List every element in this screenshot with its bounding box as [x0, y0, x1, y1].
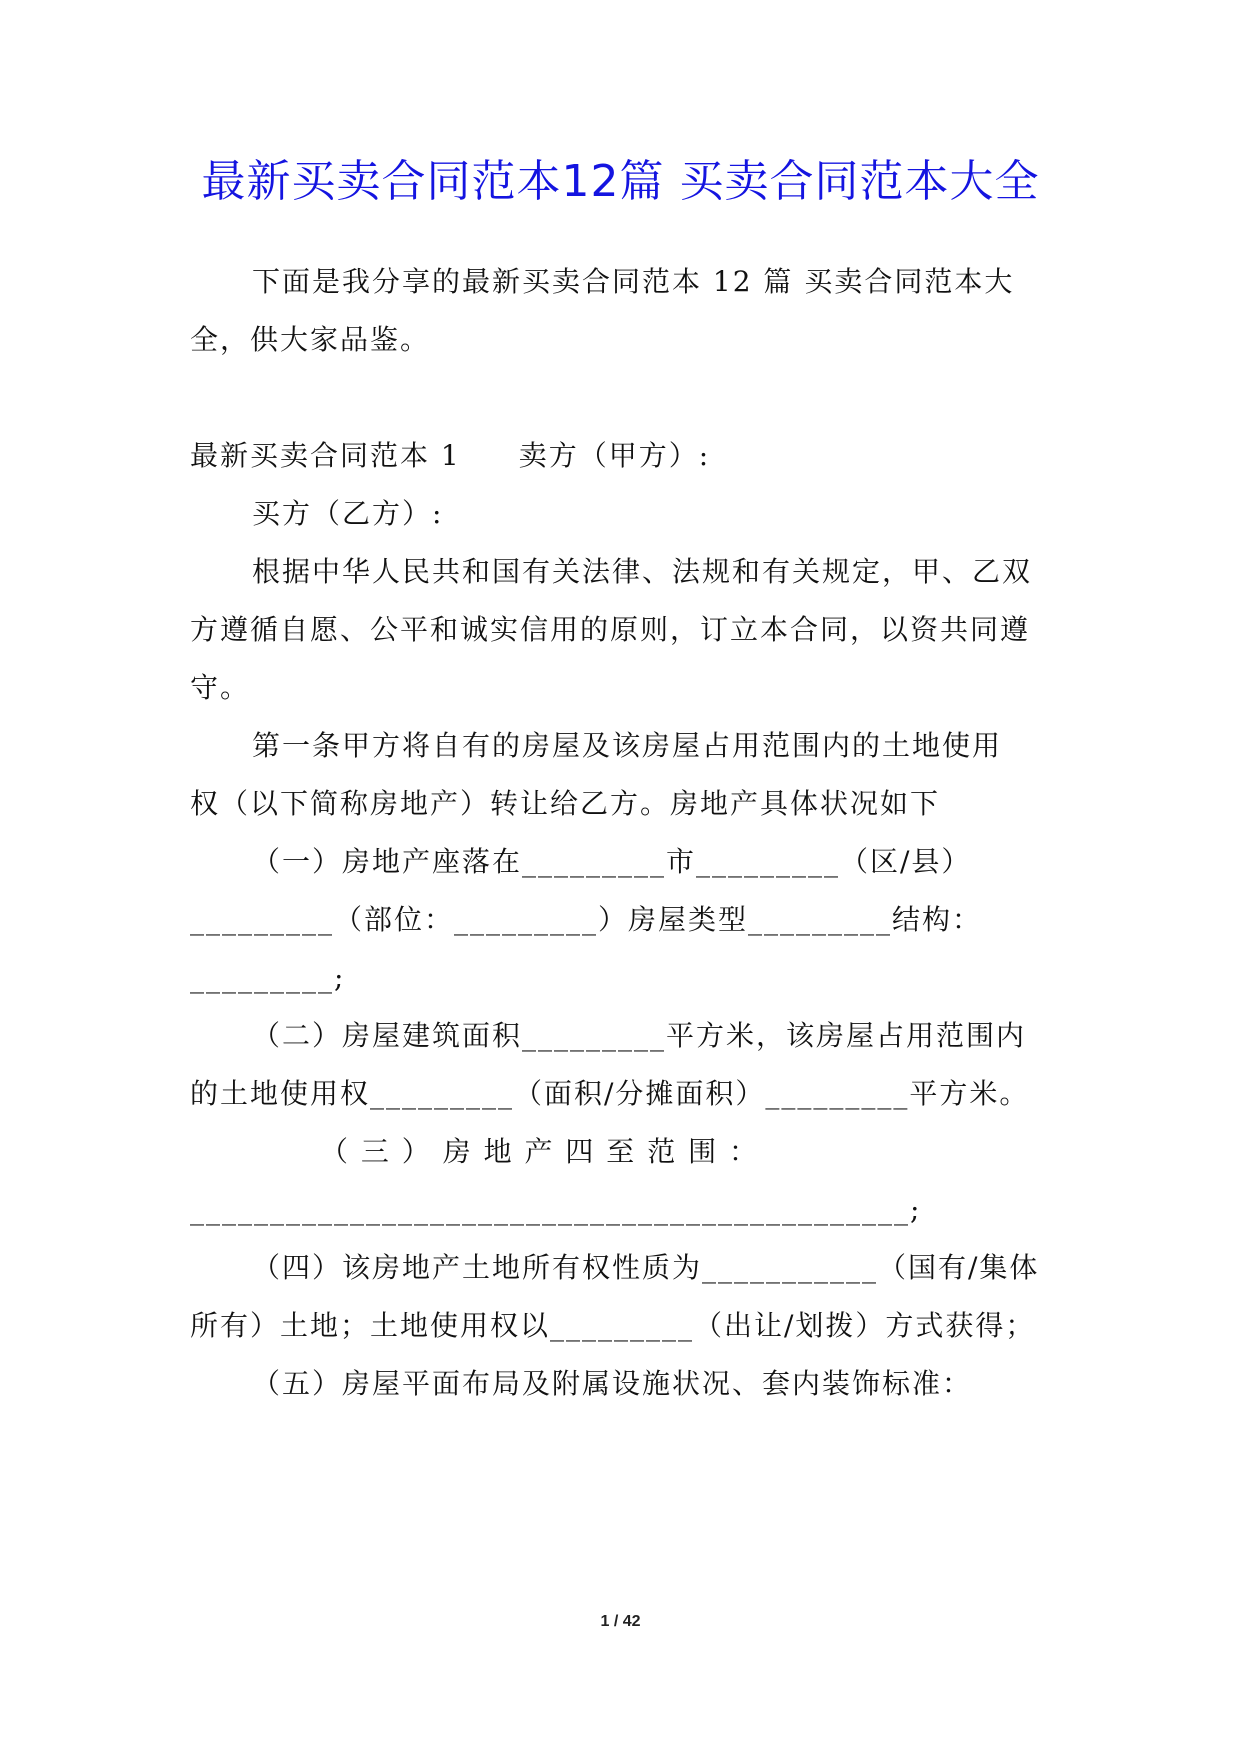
- buyer-label: 买方（乙方）:: [252, 497, 444, 530]
- section-heading-row: [190, 436, 1055, 476]
- seller-label: 卖方（甲方）:: [518, 439, 711, 472]
- item3-line-1: （ 三 ） 房 地 产 四 至 范 围 ：: [320, 1135, 760, 1168]
- item5-line-1: （五）房屋平面布局及附属设施状况、套内装饰标准：: [252, 1367, 973, 1400]
- item4-line-1: （四）该房地产土地所有权性质为___________（国有/集体: [252, 1251, 1040, 1284]
- item1-line-3: _________;: [190, 961, 346, 994]
- intro-line-2: 全，供大家品鉴。: [190, 323, 431, 356]
- item1-line-1: （一）房地产座落在_________市_________（区/县）: [252, 845, 972, 878]
- para1-line-3: 守。: [190, 671, 251, 704]
- para1-line-1: 根据中华人民共和国有关法律、法规和有关规定，甲、乙双: [252, 555, 1033, 588]
- para1-line-2: 方遵循自愿、公平和诚实信用的原则，订立本合同，以资共同遵: [190, 613, 1031, 646]
- section-heading: 最新买卖合同范本 1: [190, 439, 461, 472]
- item1-line-2: _________（部位：_________）房屋类型_________结构：: [190, 903, 983, 936]
- article1-line-2: 权（以下简称房地产）转让给乙方。房地产具体状况如下: [190, 787, 941, 820]
- item4-line-2: 所有）土地；土地使用权以_________（出让/划拨）方式获得；: [190, 1309, 1036, 1342]
- item2-line-2: 的土地使用权_________（面积/分摊面积）_________平方米。: [190, 1077, 1030, 1110]
- page-number: 1 / 42: [600, 1613, 641, 1630]
- intro-line-1: 下面是我分享的最新买卖合同范本 12 篇 买卖合同范本大: [252, 265, 1015, 298]
- article1-line-1: 第一条甲方将自有的房屋及该房屋占用范围内的土地使用: [252, 729, 1003, 762]
- item2-line-1: （二）房屋建筑面积_________平方米，该房屋占用范围内: [252, 1019, 1027, 1052]
- item3-line-2: _____________________________________________;: [190, 1193, 922, 1226]
- document-title: 最新买卖合同范本12篇 买卖合同范本大全: [201, 156, 1040, 207]
